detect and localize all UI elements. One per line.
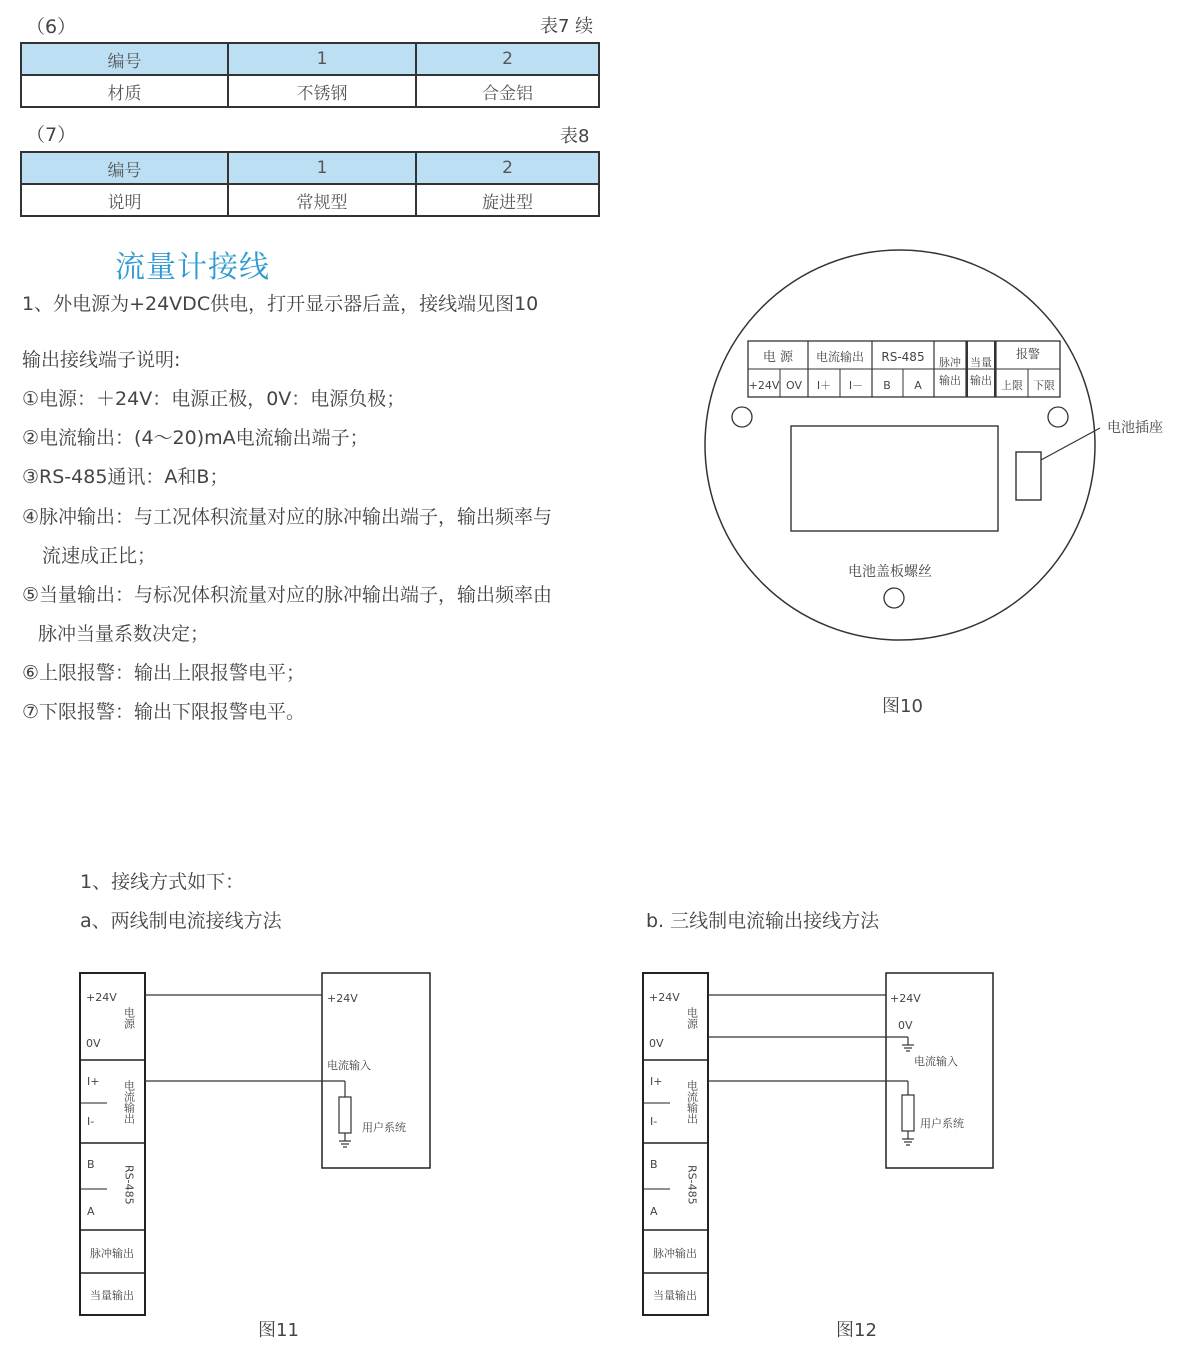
- table-cell: 合金铝: [416, 75, 599, 107]
- terminal-label: 0V: [649, 1037, 664, 1050]
- table7-row: [21, 75, 599, 107]
- terminal-label: I-: [87, 1115, 95, 1128]
- table8-row: [21, 184, 599, 216]
- terminal-label: +24V: [86, 991, 117, 1004]
- terminal-label: I＋: [816, 379, 832, 392]
- user-terminal-label: +24V: [890, 992, 921, 1005]
- user-terminal-label: +24V: [327, 992, 358, 1005]
- current-input-label: 电流输入: [914, 1055, 958, 1068]
- table-cell: 材质: [21, 75, 228, 107]
- current-input-label: 电流输入: [327, 1059, 371, 1072]
- table8-caption: 表8: [560, 126, 590, 147]
- terminal-item: 脉冲当量系数决定；: [38, 623, 210, 645]
- pulse-output-label: 脉冲输出: [90, 1247, 134, 1260]
- table-cell: 说明: [21, 184, 228, 216]
- equiv-label: 输出: [970, 374, 992, 387]
- terminal-label: +24V: [748, 379, 780, 392]
- load-resistor: [339, 1097, 351, 1133]
- terminal-item: 流速成正比；: [42, 545, 157, 567]
- table-cell: 旋进型: [416, 184, 599, 216]
- housing-outline: [705, 250, 1095, 640]
- figure12-diagram: [638, 965, 1008, 1320]
- wiring-intro: 1、接线方式如下：: [80, 871, 245, 893]
- battery-socket: [1016, 452, 1041, 500]
- user-system-label: 用户系统: [920, 1117, 964, 1130]
- group-label-current: 电流输出: [122, 1080, 136, 1124]
- user-system-label: 用户系统: [362, 1121, 406, 1134]
- terminal-label: A: [650, 1205, 658, 1218]
- table7: [20, 42, 600, 108]
- user-terminal-label: 0V: [898, 1019, 913, 1032]
- battery-socket-label: 电池插座: [1107, 420, 1163, 436]
- terminal-label: B: [87, 1158, 95, 1171]
- pulse-label: 输出: [939, 374, 961, 387]
- terminal-label: I-: [650, 1115, 658, 1128]
- group-label-power: 电源: [122, 1007, 136, 1029]
- table-cell: 编号: [21, 152, 228, 184]
- terminal-title: 输出接线端子说明:: [22, 349, 181, 371]
- terminal-label: B: [883, 379, 891, 392]
- table8: [20, 151, 600, 217]
- table8-section-label: （7）: [26, 124, 77, 146]
- group-label-current: 电流输出: [685, 1080, 699, 1124]
- terminal-item: ⑥上限报警：输出上限报警电平；: [22, 662, 306, 684]
- group-label-current: 电流输出: [815, 350, 865, 364]
- table-cell: 常规型: [228, 184, 416, 216]
- group-label-power: 电 源: [762, 350, 794, 365]
- screw-hole: [1048, 407, 1068, 427]
- terminal-label: A: [914, 379, 922, 392]
- terminal-item: ⑤当量输出：与标况体积流量对应的脉冲输出端子，输出频率由: [22, 584, 553, 606]
- display-window: [791, 426, 998, 531]
- terminal-label: I+: [87, 1075, 100, 1088]
- terminal-label: A: [87, 1205, 95, 1218]
- group-label-alarm: 报警: [1015, 347, 1041, 361]
- table-cell: 1: [228, 43, 416, 75]
- terminal-label: B: [650, 1158, 658, 1171]
- equiv-output-label: 当量输出: [653, 1289, 697, 1302]
- load-resistor: [902, 1095, 914, 1131]
- terminal-item: ③RS-485通讯：A和B；: [22, 466, 229, 488]
- equiv-label: 当量: [970, 356, 992, 369]
- leader-line: [1041, 428, 1100, 460]
- terminal-label: 上限: [1001, 379, 1023, 392]
- cover-screw: [884, 588, 904, 608]
- terminal-item: ⑦下限报警：输出下限报警电平。: [22, 701, 306, 723]
- group-label-rs485: RS-485: [881, 350, 925, 364]
- table8-header-row: [21, 152, 599, 184]
- terminal-item: ①电源：＋24V：电源正极，0V：电源负极；: [22, 388, 406, 410]
- figure11-caption: 图11: [258, 1320, 299, 1341]
- table-cell: 编号: [21, 43, 228, 75]
- pulse-label: 脉冲: [939, 356, 961, 369]
- screw-hole: [732, 407, 752, 427]
- table-cell: 2: [416, 152, 599, 184]
- equiv-output-label: 当量输出: [90, 1289, 134, 1302]
- figure11-diagram: [75, 965, 445, 1320]
- terminal-label: I+: [650, 1075, 663, 1088]
- cover-screw-label: 电池盖板螺丝: [848, 564, 932, 580]
- group-label-power: 电源: [685, 1007, 699, 1029]
- table7-caption: 表7 续: [540, 16, 594, 37]
- terminal-label: +24V: [649, 991, 680, 1004]
- table-cell: 2: [416, 43, 599, 75]
- terminal-label: 下限: [1033, 379, 1055, 392]
- figure10-diagram: [690, 240, 1190, 660]
- section-heading: 流量计接线: [115, 250, 270, 285]
- method-a-title: a、两线制电流接线方法: [80, 910, 282, 932]
- table-cell: 1: [228, 152, 416, 184]
- pulse-output-label: 脉冲输出: [653, 1247, 697, 1260]
- figure10-caption: 图10: [882, 696, 923, 717]
- table-cell: 不锈钢: [228, 75, 416, 107]
- group-label-rs485: RS-485: [122, 1165, 136, 1205]
- terminal-label: I－: [848, 379, 864, 392]
- terminal-label: OV: [786, 379, 802, 392]
- intro-text: 1、外电源为+24VDC供电，打开显示器后盖，接线端见图10: [22, 293, 539, 315]
- terminal-label: 0V: [86, 1037, 101, 1050]
- terminal-item: ②电流输出：(4～20)mA电流输出端子；: [22, 427, 369, 449]
- terminal-item: ④脉冲输出：与工况体积流量对应的脉冲输出端子，输出频率与: [22, 506, 553, 528]
- method-b-title: b. 三线制电流输出接线方法: [646, 910, 880, 932]
- figure12-caption: 图12: [836, 1320, 877, 1341]
- group-label-rs485: RS-485: [685, 1165, 699, 1205]
- table7-header-row: [21, 43, 599, 75]
- table7-section-label: （6）: [26, 16, 77, 38]
